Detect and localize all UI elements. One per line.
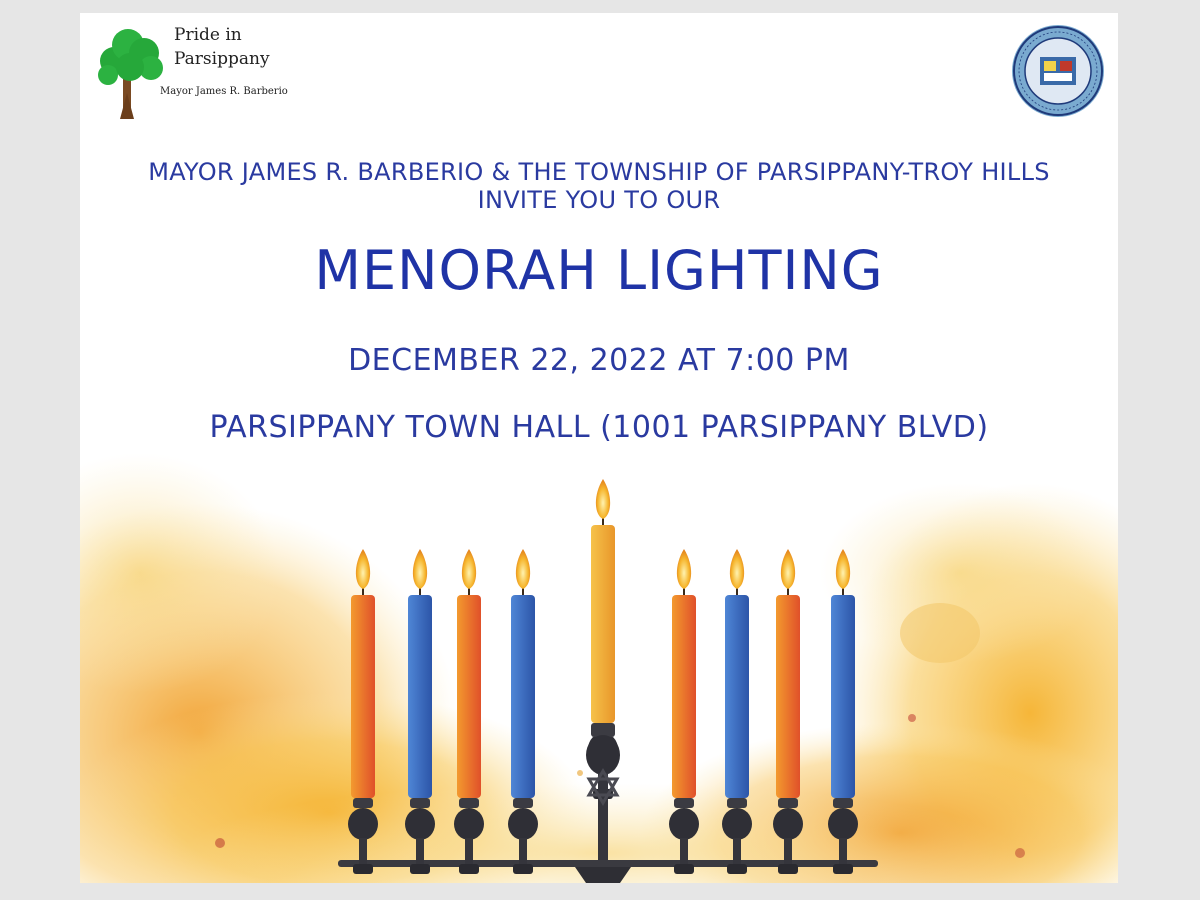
candle [454, 549, 484, 874]
flame-icon [730, 549, 744, 589]
logo-text-mayor: Mayor James R. Barberio [160, 86, 288, 97]
flame-icon [516, 549, 530, 589]
candle [405, 549, 435, 874]
candle [508, 549, 538, 874]
flame-icon [462, 549, 476, 589]
menorah-base-foot [575, 867, 631, 883]
flame-icon [356, 549, 370, 589]
event-title: MENORAH LIGHTING [314, 239, 884, 302]
invitation-headline: MAYOR JAMES R. BARBERIO & THE TOWNSHIP OF PARSIPPANY-TROY HILLS INVITE YOU TO OUR [148, 158, 1050, 214]
candle [828, 549, 858, 874]
event-location: PARSIPPANY TOWN HALL (1001 PARSIPPANY BLVD) [209, 410, 989, 445]
flyer [80, 13, 1118, 883]
menorah-illustration [80, 473, 1118, 883]
candle [669, 549, 699, 874]
flame-icon [413, 549, 427, 589]
candle [773, 549, 803, 874]
candle [722, 549, 752, 874]
flame-icon [677, 549, 691, 589]
logo-text-pride: Pride in [174, 25, 242, 45]
event-datetime: DECEMBER 22, 2022 AT 7:00 PM [348, 343, 850, 378]
flame-icon [781, 549, 795, 589]
candle [586, 479, 620, 860]
flame-icon [836, 549, 850, 589]
township-seal-icon [1010, 23, 1106, 119]
logo-text-parsippany: Parsippany [174, 49, 270, 69]
flame-icon [596, 479, 610, 519]
candle [348, 549, 378, 874]
